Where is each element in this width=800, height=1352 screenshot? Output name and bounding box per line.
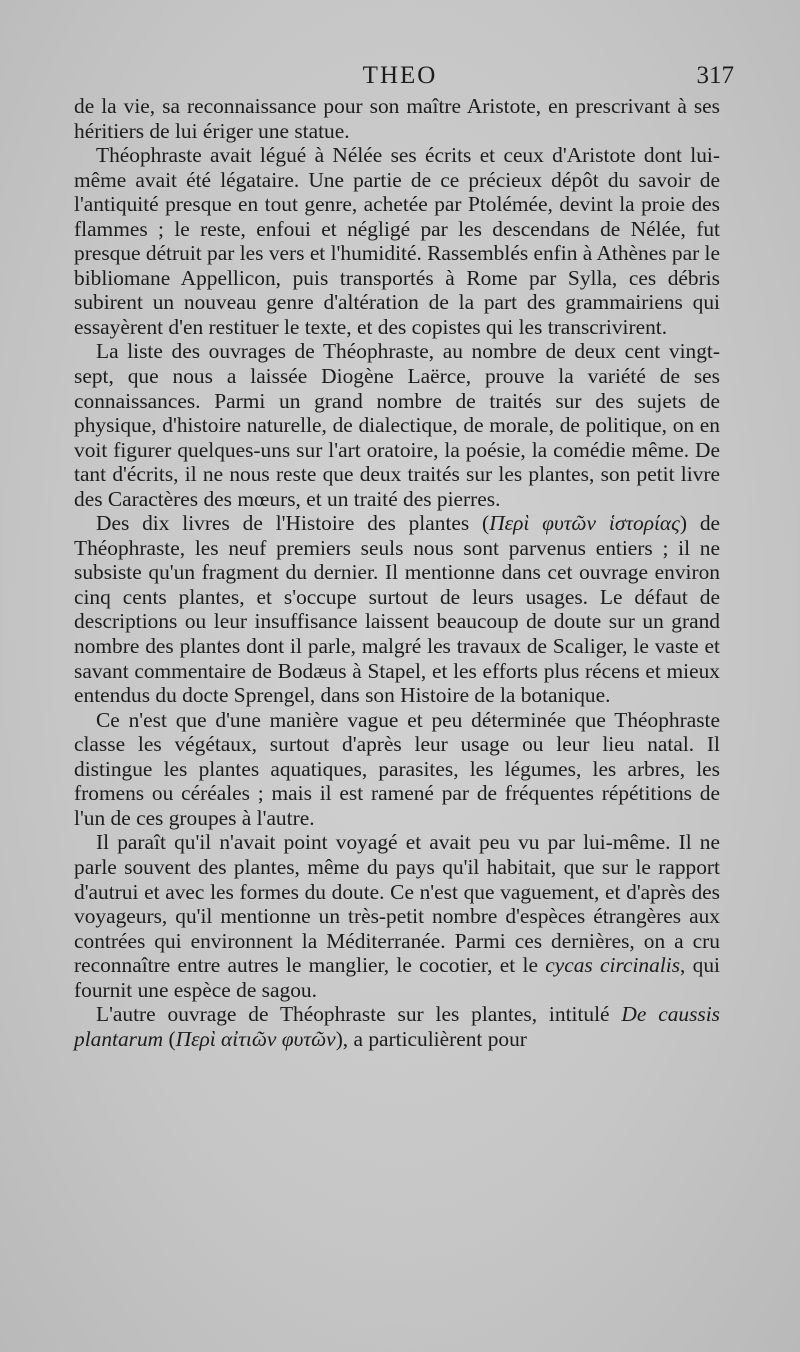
paragraph-4 xyxy=(74,511,720,707)
italic-cycas: cycas circinalis xyxy=(545,953,681,978)
paragraph-2: Théophraste avait légué à Nélée ses écrits et ceux d'Aristote dont lui-même avait été légataire. Une partie de ce précieux dépôt du savoir de l'antiquité presque en tout genre, achetée par Ptolémée, devint la proie des flammes ; le reste, enfoui et négligé par les descendans de Nélée, fut presque détruit par les vers et l'humidité. Rassemblés enfin à Athènes par le bibliomane Appellicon, puis transportés à Rome par Sylla, ces débris subirent un nouveau genre d'altération de la part des grammairiens qui essayèrent d'en restituer le texte, et des copistes qui les transcrivirent. xyxy=(74,143,720,339)
italic-de-caussis: De caussis plantarum xyxy=(74,1002,721,1051)
greek-title-aition: Περὶ αἰτιῶν φυτῶν xyxy=(175,1026,336,1051)
paragraph-6-text-start: Il paraît qu'il n'avait point voyagé et avait peu vu par lui-même. Il ne parle souvent des plantes, même du pays qu'il habitait, que sur le rapport d'autrui et avec les formes du doute. Ce n'est que vaguement, et d'après des voyageurs, qu'il mentionne un très-petit nombre d'espèces étrangères aux contrées qui environnent la Méditerranée. Parmi ces dernières, on a cru reconnaître entre autres le manglier, le cocotier, et le xyxy=(74,830,720,978)
paragraph-3: La liste des ouvrages de Théophraste, au nombre de deux cent vingt-sept, que nous a laissée Diogène Laërce, prouve la variété de ses connaissances. Parmi un grand nombre de traités sur des sujets de physique, d'histoire naturelle, de dialectique, de morale, de politique, on en voit figurer quelques-uns sur l'art oratoire, la poésie, la comédie même. De tant d'écrits, il ne nous reste que deux traités sur les plantes, son petit livre des Caractères des mœurs, et un traité des pierres. xyxy=(74,339,720,511)
paragraph-7-text-start: L'autre ouvrage de Théophraste sur les plantes, intitulé xyxy=(96,1002,622,1027)
page-number: 317 xyxy=(696,62,734,89)
paragraph-4-text-end: ) de Théophraste, les neuf premiers seuls nous sont parvenus entiers ; il ne subsiste qu'un fragment du dernier. Il mentionne dans cet ouvrage environ cinq cents plantes, et s'occupe surtout de leurs usages. Le défaut de descriptions ou leur insuffisance laissent beaucoup de doute sur un grand nombre des plantes dont il parle, malgré les travaux de Scaliger, le vaste et savant commentaire de Bodæus à Stapel, et les efforts plus récens et mieux entendus du docte Sprengel, dans son Histoire de la botanique. xyxy=(74,511,721,708)
greek-title-historia: Περὶ φυτῶν ἱστορίας xyxy=(489,511,680,536)
paragraph-7 xyxy=(74,1002,720,1051)
running-head: THEO xyxy=(362,62,438,89)
paragraph-6-text-end: , qui fournit une espèce de sagou. xyxy=(74,953,720,1002)
paragraph-7-text-middle: ( xyxy=(163,1026,176,1051)
paragraph-4-text-start: Des dix livres de l'Histoire des plantes ( xyxy=(96,511,490,536)
paragraph-1: de la vie, sa reconnaissance pour son maître Aristote, en prescrivant à ses héritiers de lui ériger une statue. xyxy=(74,94,720,143)
paragraph-5: Ce n'est que d'une manière vague et peu déterminée que Théophraste classe les végétaux, surtout d'après leur usage ou leur lieu natal. Il distingue les plantes aquatiques, parasites, les légumes, les arbres, les fromens ou céréales ; mais il est ramené par de fréquentes répétitions de l'un de ces groupes à l'autre. xyxy=(74,707,720,830)
page-header xyxy=(0,62,800,94)
paragraph-6 xyxy=(74,830,720,1002)
body-text xyxy=(74,94,720,1051)
paragraph-7-text-end: ), a particulièrent pour xyxy=(335,1026,527,1051)
